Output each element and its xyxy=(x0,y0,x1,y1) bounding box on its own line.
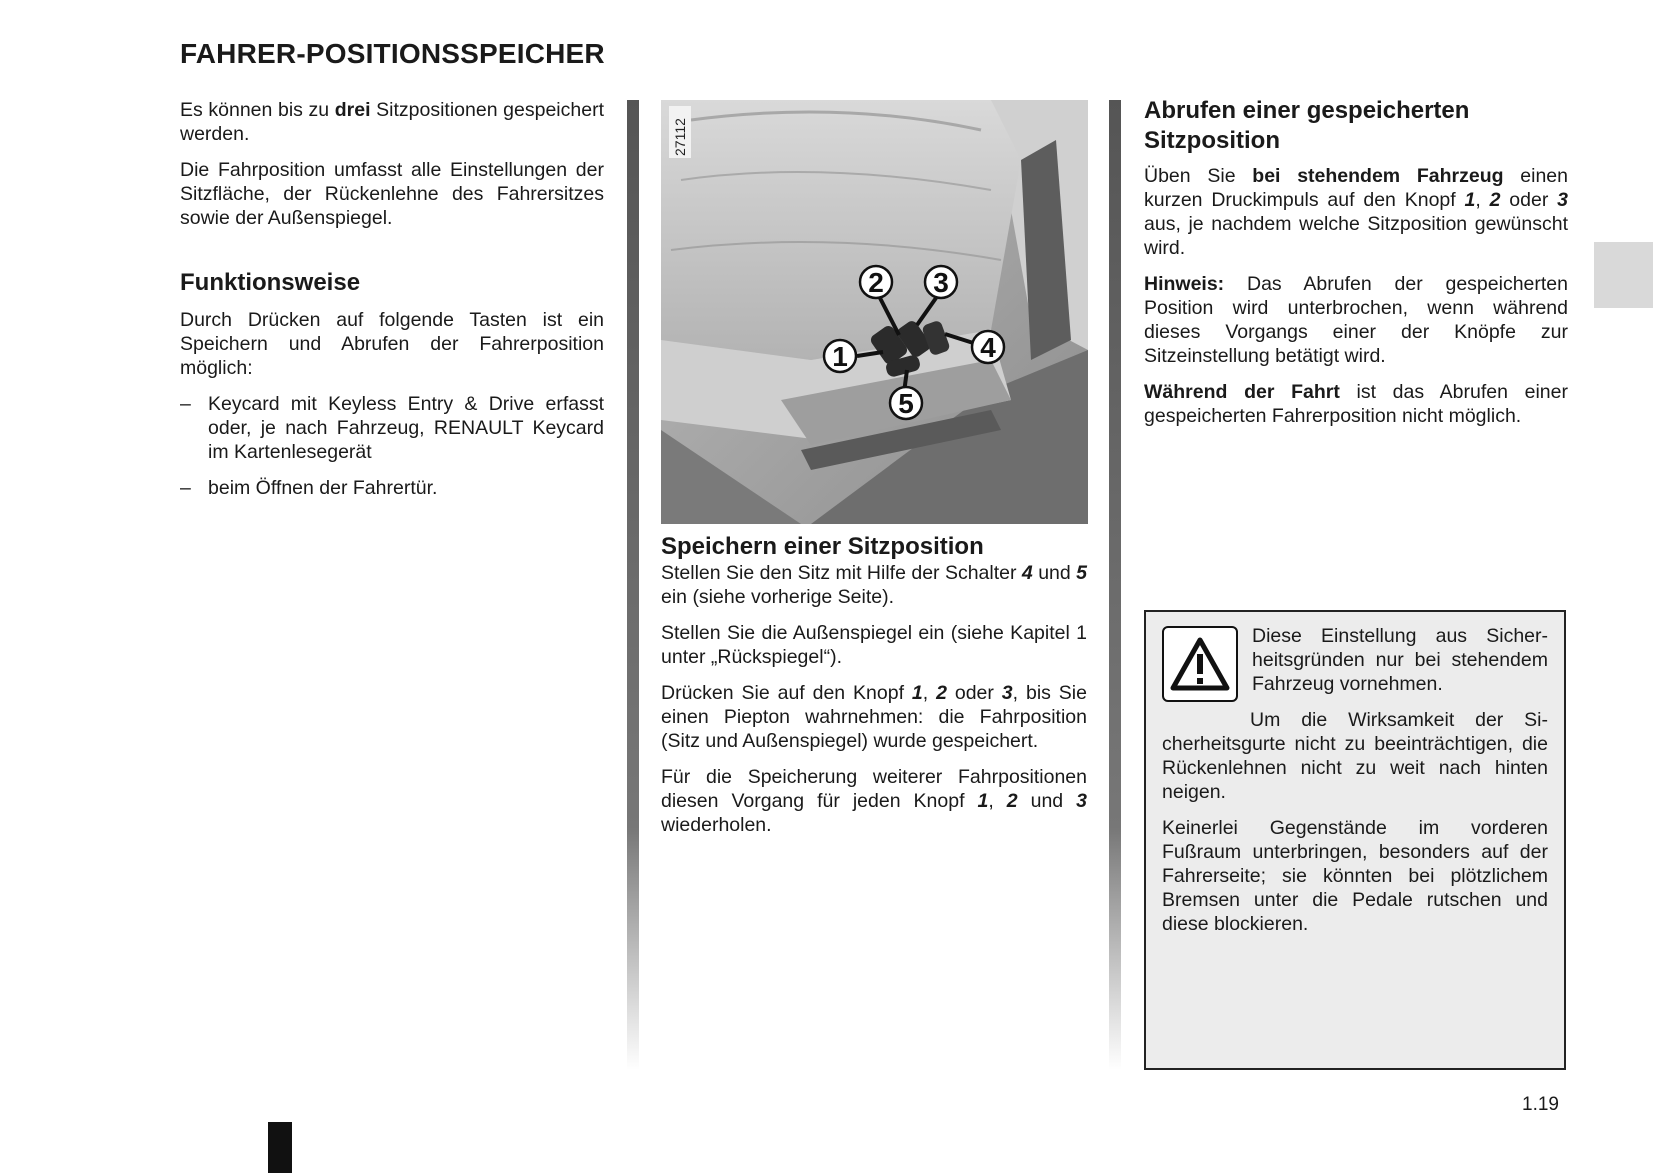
section-heading-funktionsweise: Funktionsweise xyxy=(180,269,361,296)
chapter-tab xyxy=(1594,242,1653,308)
speichern-step-3: Drücken Sie auf den Knopf 1, 2 oder 3, bis Sie einen Piepton wahrnehmen: die Fahrposition (Sitz und Außenspiegel) wurde gespeichert. xyxy=(661,682,1087,752)
intro-paragraph-2: Die Fahrposition umfasst alle Einstellungen der Sitzfläche, der Rückenlehne des Fahrersitzes sowie der Außenspiegel. xyxy=(180,159,604,229)
list-item: – Keycard mit Keyless Entry & Drive erfasst oder, je nach Fahrzeug, RENAULT Keycard im Kartenlesegerät xyxy=(180,393,604,463)
speichern-step-1: Stellen Sie den Sitz mit Hilfe der Schalter 4 und 5 ein (siehe vorherige Seite). xyxy=(661,562,1088,608)
funktionsweise-body: Durch Drücken auf folgende Tasten ist ein Speichern und Abrufen der Fahrerposition möglich: xyxy=(180,309,604,379)
callout-4: 4 xyxy=(980,332,996,363)
abrufen-paragraph-1: Üben Sie bei stehendem Fahrzeug einen kurzen Druckimpuls auf den Knopf 1, 2 oder 3 aus, je nachdem welche Sitzposition gewünscht wird. xyxy=(1144,165,1568,259)
seat-memory-photo xyxy=(661,100,1088,524)
figure-ref-code: 27112 xyxy=(672,118,688,156)
warning-paragraph-1: Diese Einstellung aus Sicherheitsgründen nur bei stehendem Fahrzeug vornehmen. xyxy=(1252,625,1548,695)
intro-paragraph-1: Es können bis zu drei Sitzpositionen gespeichert werden. xyxy=(180,99,604,145)
callout-5: 5 xyxy=(898,388,914,419)
speichern-step-4: Für die Speicherung weiterer Fahrpositionen diesen Vorgang für jeden Knopf 1, 2 und 3 wiederholen. xyxy=(661,766,1087,836)
callout-1: 1 xyxy=(832,341,848,372)
warning-box xyxy=(1144,610,1566,1070)
speichern-step-2: Stellen Sie die Außenspiegel ein (siehe Kapitel 1 unter „Rückspiegel“). xyxy=(661,622,1087,668)
trigger-list xyxy=(180,392,604,500)
right-column xyxy=(1144,96,1568,440)
warning-paragraph-2: Um die Wirksamkeit der Sicherheitsgurte nicht zu beeinträchtigen, die Rückenlehnen nicht zu weit nach hinten neigen. xyxy=(1162,709,1548,803)
warning-paragraph-3: Keinerlei Gegenstände im vorderen Fußraum unterbringen, besonders auf der Fahrerseite; sie könnten bei plötzlichem Bremsen unter die Pedale rutschen und diese blockieren. xyxy=(1162,817,1548,935)
callout-2: 2 xyxy=(868,267,884,298)
warning-triangle-icon xyxy=(1162,626,1238,702)
page-number: 1.19 xyxy=(1522,1094,1559,1115)
abrufen-hinweis: Hinweis: Das Abrufen der gespeicherten Position wird unterbrochen, wenn während dieses Vorgangs einer der Knöpfe zur Sitzeinstellung betätigt wird. xyxy=(1144,273,1568,367)
left-column xyxy=(180,98,604,512)
section-heading-abrufen: Abrufen einer gespeicherten Sitzposition xyxy=(1144,97,1470,154)
section-heading-speichern: Speichern einer Sitzposition xyxy=(661,533,984,560)
column-divider-right xyxy=(1109,100,1121,1070)
page-title: FAHRER-POSITIONSSPEICHER xyxy=(180,38,605,69)
middle-column xyxy=(661,533,1087,849)
abrufen-paragraph-3: Während der Fahrt ist das Abrufen einer gespeicherten Fahrerposition nicht möglich. xyxy=(1144,381,1568,427)
column-divider-left xyxy=(627,100,639,1070)
list-item: – beim Öffnen der Fahrertür. xyxy=(180,477,438,499)
bottom-marker xyxy=(268,1122,292,1173)
callout-3: 3 xyxy=(933,267,949,298)
